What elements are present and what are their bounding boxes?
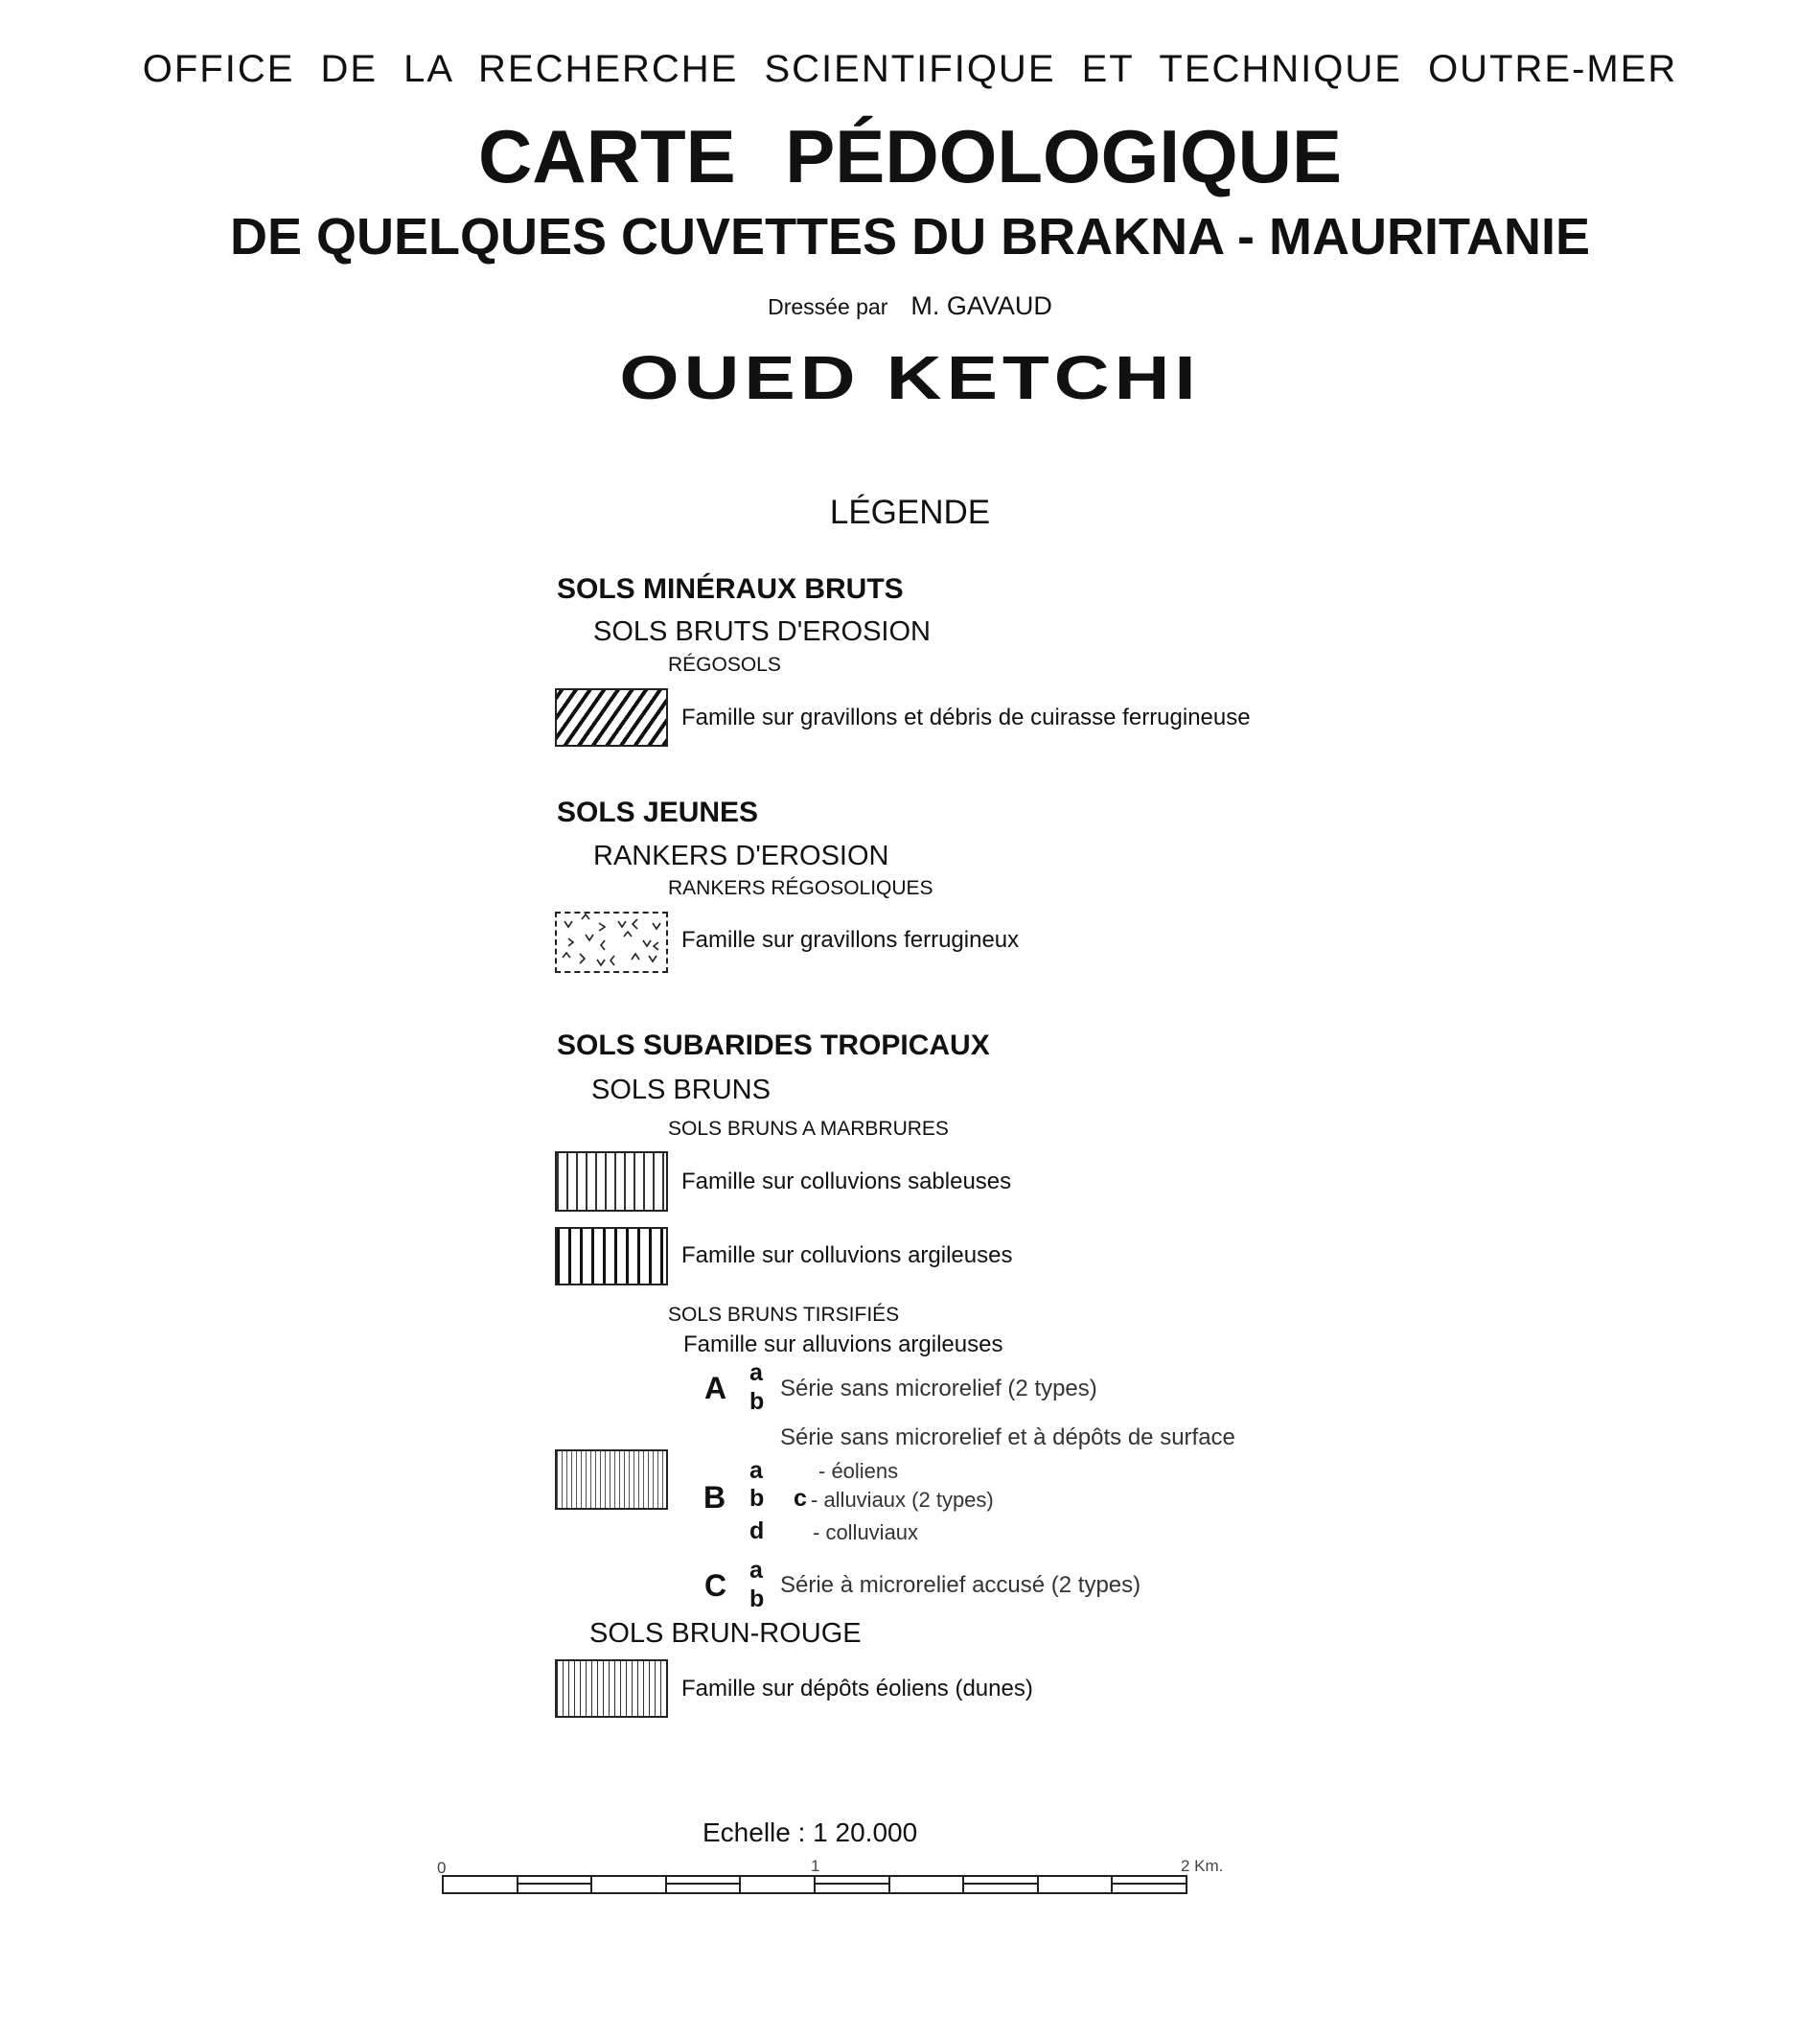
section-title: SOLS SUBARIDES TROPICAUX xyxy=(557,1030,990,1061)
legend-item: Famille sur colluvions argileuses xyxy=(681,1242,1013,1268)
group-title: SOLS BRUN-ROUGE xyxy=(589,1618,862,1649)
author-name: M. GAVAUD xyxy=(910,291,1052,320)
fine-vertical-lines-swatch xyxy=(555,1449,668,1510)
subgroup-title: RANKERS RÉGOSOLIQUES xyxy=(668,877,933,899)
type-b: b xyxy=(749,1388,765,1415)
series-letter-c: C xyxy=(704,1568,727,1603)
subgroup-title: RÉGOSOLS xyxy=(668,654,781,676)
legend-item: Famille sur dépôts éoliens (dunes) xyxy=(681,1676,1033,1701)
map-subtitle: DE QUELQUES CUVETTES DU BRAKNA - MAURITANIE xyxy=(229,208,1591,266)
series-text: Série sans microrelief et à dépôts de surface xyxy=(780,1424,1235,1450)
legend-item: Famille sur colluvions sableuses xyxy=(681,1169,1012,1194)
series-text: Série sans microrelief (2 types) xyxy=(780,1376,1097,1401)
scale-segment xyxy=(1039,1877,1114,1892)
family-title: Famille sur alluvions argileuses xyxy=(683,1331,1003,1357)
vertical-lines-bold-swatch xyxy=(555,1227,668,1285)
scale-bar xyxy=(442,1875,1187,1894)
type-a: a xyxy=(749,1557,763,1584)
scale-tick-1: 1 xyxy=(811,1857,820,1875)
section-title: SOLS JEUNES xyxy=(557,797,759,828)
scale-segment xyxy=(518,1877,593,1892)
scale-tick-2: 2 Km. xyxy=(1181,1857,1224,1875)
institution: OFFICE DE LA RECHERCHE SCIENTIFIQUE ET TECHNIQUE OUTRE-MER xyxy=(142,48,1678,90)
scale-segment xyxy=(1113,1877,1186,1892)
scale-segment xyxy=(444,1877,518,1892)
series-text: Série à microrelief accusé (2 types) xyxy=(780,1572,1141,1598)
subgroup-title: SOLS BRUNS TIRSIFIÉS xyxy=(668,1304,900,1326)
subgroup-title: SOLS BRUNS A MARBRURES xyxy=(668,1118,949,1140)
type-d: d xyxy=(749,1517,765,1544)
group-title: SOLS BRUTS D'EROSION xyxy=(593,616,931,647)
map-name: OUED KETCHI xyxy=(619,343,1201,412)
group-title: SOLS BRUNS xyxy=(591,1075,771,1105)
scale-segment xyxy=(890,1877,965,1892)
dense-vertical-lines-swatch xyxy=(555,1659,668,1718)
type-a: a xyxy=(749,1359,763,1386)
legend-item: Famille sur gravillons ferrugineux xyxy=(681,927,1020,953)
map-title: CARTE PÉDOLOGIQUE xyxy=(477,114,1343,198)
type-b: b xyxy=(749,1586,765,1612)
gravel-pattern-swatch xyxy=(555,912,668,973)
vertical-lines-swatch xyxy=(555,1151,668,1212)
deposit-eolian: - éoliens xyxy=(818,1459,899,1483)
gravel-pattern-icon xyxy=(557,914,668,973)
scale-segment xyxy=(741,1877,816,1892)
hatch-pattern-swatch xyxy=(555,688,668,747)
scale-segment xyxy=(667,1877,742,1892)
section-title: SOLS MINÉRAUX BRUTS xyxy=(557,573,904,605)
deposit-alluvial: - alluviaux (2 types) xyxy=(811,1488,994,1512)
deposit-colluvial: - colluviaux xyxy=(813,1520,919,1544)
scale-segment xyxy=(592,1877,667,1892)
author-line xyxy=(0,293,1820,319)
legend-item: Famille sur gravillons et débris de cuirasse ferrugineuse xyxy=(681,705,1251,730)
group-title: RANKERS D'EROSION xyxy=(593,841,889,871)
type-b: b xyxy=(749,1485,765,1512)
scale-segment xyxy=(964,1877,1039,1892)
scale-label: Echelle : 1 20.000 xyxy=(703,1817,918,1847)
scale-segment xyxy=(816,1877,890,1892)
author-prefix: Dressée par xyxy=(768,294,888,319)
type-c: c xyxy=(794,1485,807,1512)
legend-title: LÉGENDE xyxy=(829,494,991,531)
series-letter-b: B xyxy=(703,1480,726,1515)
series-letter-a: A xyxy=(704,1371,727,1405)
scale-tick-0: 0 xyxy=(437,1859,447,1877)
type-a: a xyxy=(749,1457,763,1484)
